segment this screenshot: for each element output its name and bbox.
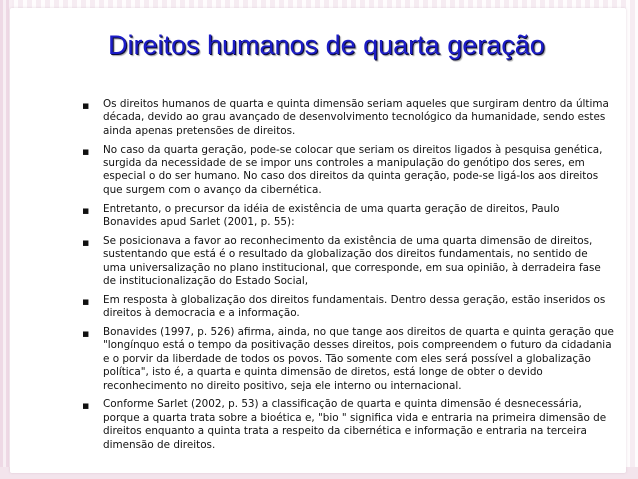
square-bullet-icon: ▪ — [82, 144, 90, 158]
slide-title: Direitos humanos de quarta geração — [108, 30, 545, 60]
bullet-list — [82, 98, 614, 457]
bullet-item — [82, 326, 614, 393]
square-bullet-icon: ▪ — [82, 235, 90, 249]
bullet-item — [82, 398, 614, 452]
bullet-text: Conforme Sarlet (2002, p. 53) a classificação de quarta e quinta dimensão é desnecessária, porque a quarta trata sobre a bioética e, "bio " significa vida e entraria na primeira dimensão de direitos enquanto a quinta trata a respeito da cibernética e informação e entraria na terceira dimensão de direitos. — [103, 398, 607, 451]
square-bullet-icon: ▪ — [82, 294, 90, 308]
bullet-item — [82, 98, 614, 138]
bullet-text: Em resposta à globalização dos direitos fundamentais. Dentro dessa geração, estão inseridos os direitos à democracia e a informação. — [103, 293, 606, 320]
bullet-item — [82, 235, 614, 289]
bullet-text: Se posicionava a favor ao reconhecimento da existência de uma quarta dimensão de direitos, sustentando que está é o resultado da globalização dos direitos fundamentais, no sentido de uma universalização no plano institucional, que corresponde, em sua opinião, à derradeira fase de institucionalização do Estado Social, — [103, 234, 601, 288]
bullet-item — [82, 294, 614, 321]
bullet-text: Bonavides (1997, p. 526) afirma, ainda, no que tange aos direitos de quarta e quinta geração que "longínquo está o tempo da positivação desses direitos, pois compreendem o futuro da cidadania e o porvir da liberdade de todos os povos. Tão somente com eles será possível a globalização política", isto é, a quarta e quinta dimensão de diretos, está longe de obter o devido reconhecimento no direito positivo, seja ele interno ou internacional. — [103, 326, 614, 392]
bullet-item — [82, 203, 614, 230]
bullet-item — [82, 144, 614, 198]
square-bullet-icon: ▪ — [82, 203, 90, 217]
bullet-text: Entretanto, o precursor da idéia de existência de uma quarta geração de direitos, Paulo Bonavides apud Sarlet (2001, p. 55): — [103, 202, 560, 229]
square-bullet-icon: ▪ — [82, 327, 90, 341]
square-bullet-icon: ▪ — [82, 99, 90, 112]
bullet-text: Os direitos humanos de quarta e quinta dimensão seriam aqueles que surgiram dentro da última década, devido ao grau avançado de desenvolvimento tecnológico da humanidade, sendo estes ainda apenas pretensões de direitos. — [103, 98, 609, 137]
bullet-text: No caso da quarta geração, pode-se colocar que seriam os direitos ligados à pesquisa genética, surgida da necessidade de se impor uns controles a manipulação do genótipo dos seres, em especial o do ser humano. No caso dos direitos da quinta geração, pode-se ligá-los aos direitos que surgem com o avanço da cibernética. — [103, 143, 603, 196]
square-bullet-icon: ▪ — [82, 399, 90, 413]
